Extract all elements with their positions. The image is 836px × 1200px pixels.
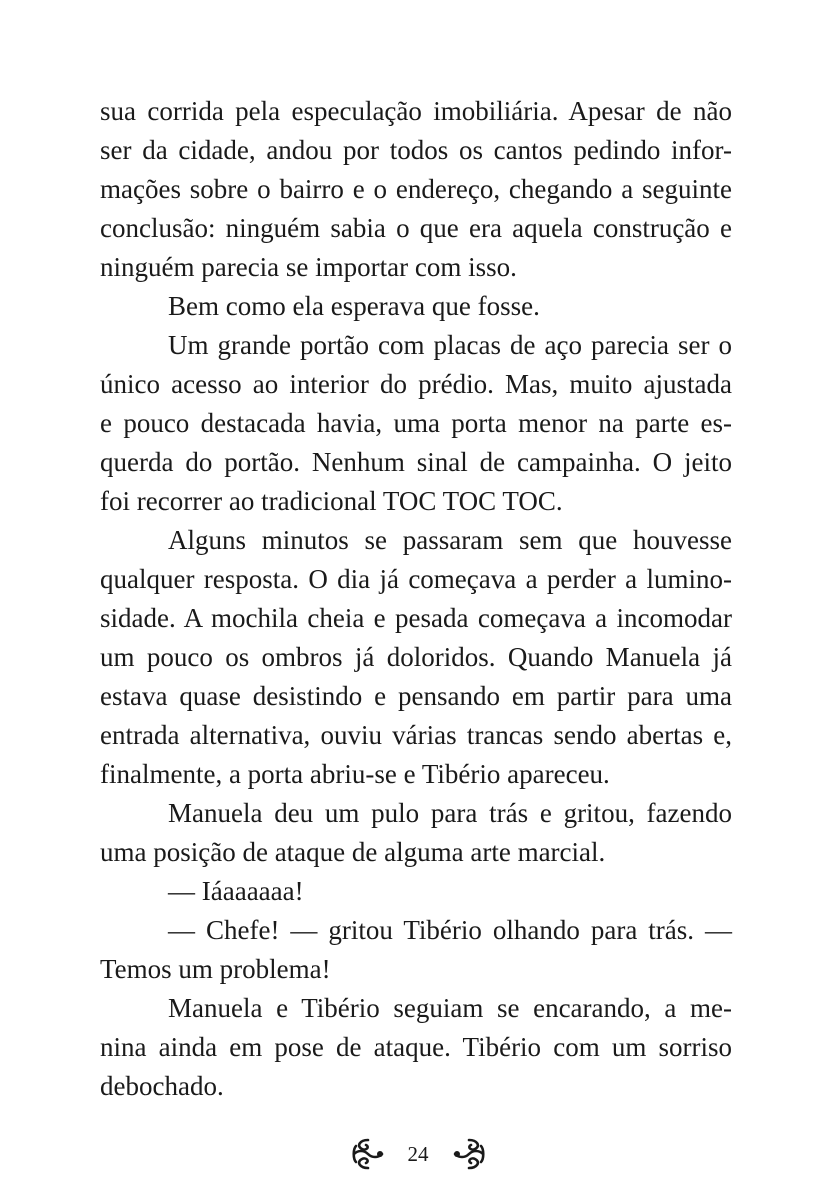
text-line: e pouco destacada havia, uma porta menor na parte es- bbox=[100, 408, 732, 438]
text-line: uma posição de ataque de alguma arte marcial. bbox=[100, 837, 606, 867]
text-line: — Iáaaaaaa! bbox=[168, 876, 304, 906]
text-line: nina ainda em pose de ataque. Tibério com um sorriso bbox=[100, 1032, 732, 1062]
text-line: único acesso ao interior do prédio. Mas, muito ajustada bbox=[100, 369, 732, 399]
text-line: ninguém parecia se importar com isso. bbox=[100, 252, 517, 282]
text-line: mações sobre o bairro e o endereço, chegando a seguinte bbox=[100, 174, 732, 204]
text-line: Alguns minutos se passaram sem que houvesse bbox=[168, 525, 732, 555]
swirl-ornament-icon bbox=[350, 1136, 386, 1172]
text-line: Um grande portão com placas de aço parecia ser o bbox=[168, 330, 732, 360]
text-line: Bem como ela esperava que fosse. bbox=[168, 291, 540, 321]
text-line: conclusão: ninguém sabia o que era aquela construção e bbox=[100, 213, 732, 243]
page-body bbox=[100, 92, 732, 1106]
text-line: — Chefe! — gritou Tibério olhando para trás. — bbox=[168, 915, 732, 945]
text-line: entrada alternativa, ouviu várias trancas sendo abertas e, bbox=[100, 720, 732, 750]
text-line: querda do portão. Nenhum sinal de campainha. O jeito bbox=[100, 447, 732, 477]
text-line: Manuela e Tibério seguiam se encarando, a me- bbox=[168, 993, 732, 1023]
text-line: sidade. A mochila cheia e pesada começava a incomodar bbox=[100, 603, 732, 633]
text-line: estava quase desistindo e pensando em partir para uma bbox=[100, 681, 732, 711]
text-line: ser da cidade, andou por todos os cantos pedindo infor- bbox=[100, 135, 732, 165]
text-line: finalmente, a porta abriu-se e Tibério apareceu. bbox=[100, 759, 610, 789]
swirl-ornament-icon bbox=[451, 1136, 487, 1172]
text-line: qualquer resposta. O dia já começava a perder a lumino- bbox=[100, 564, 732, 594]
page-number: 24 bbox=[407, 1142, 429, 1166]
page-footer bbox=[0, 1134, 836, 1174]
text-line: um pouco os ombros já doloridos. Quando Manuela já bbox=[100, 642, 732, 672]
text-line: debochado. bbox=[100, 1071, 224, 1101]
text-line: Temos um problema! bbox=[100, 954, 331, 984]
text-line: Manuela deu um pulo para trás e gritou, fazendo bbox=[168, 798, 732, 828]
text-line: foi recorrer ao tradicional TOC TOC TOC. bbox=[100, 486, 563, 516]
text-line: sua corrida pela especulação imobiliária. Apesar de não bbox=[100, 96, 732, 126]
